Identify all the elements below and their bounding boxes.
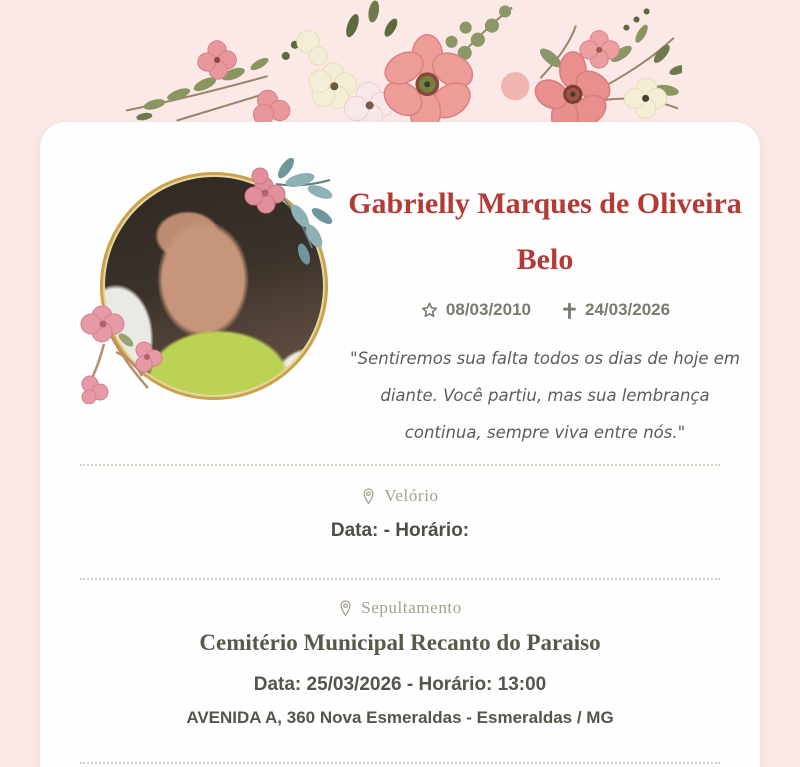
- burial-address: AVENIDA A, 360 Nova Esmeraldas - Esmeraldas / MG: [186, 708, 614, 727]
- memorial-card: [40, 122, 760, 767]
- cross-icon: [561, 301, 578, 320]
- profile-photo-frame: [100, 172, 328, 400]
- memorial-quote: "Sentiremos sua falta todos os dias de hoje em diante. Você partiu, mas sua lembrança continua, sempre viva entre nós.": [350, 349, 740, 442]
- deceased-name: Gabrielly Marques de Oliveira Belo: [348, 187, 742, 276]
- birth-date-item: [420, 300, 531, 320]
- burial-section-title: [40, 598, 760, 618]
- deceased-info: [310, 162, 780, 451]
- death-date-item: [561, 300, 670, 320]
- section-divider: [80, 578, 720, 580]
- burial-datetime: Data: 25/03/2026 - Horário: 13:00: [253, 674, 547, 695]
- section-divider: [80, 762, 720, 764]
- death-date: 24/03/2026: [585, 300, 671, 319]
- section-divider: [80, 464, 720, 466]
- burial-title-label: Sepultamento: [361, 598, 462, 617]
- location-pin-icon: [361, 487, 376, 506]
- header-flower-decoration: [116, 0, 682, 130]
- life-dates: [310, 300, 780, 320]
- location-pin-icon: [338, 599, 353, 618]
- photo-floral-accent-top-icon: [242, 158, 338, 270]
- wake-title-label: Velório: [384, 486, 439, 505]
- birth-date: 08/03/2010: [445, 300, 531, 319]
- wake-section-title: [40, 486, 760, 506]
- photo-floral-accent-bottom-icon: [78, 300, 174, 404]
- wake-datetime: Data: - Horário:: [330, 520, 470, 541]
- star-icon: [420, 301, 439, 320]
- burial-location: Cemitério Municipal Recanto do Paraiso: [199, 630, 601, 655]
